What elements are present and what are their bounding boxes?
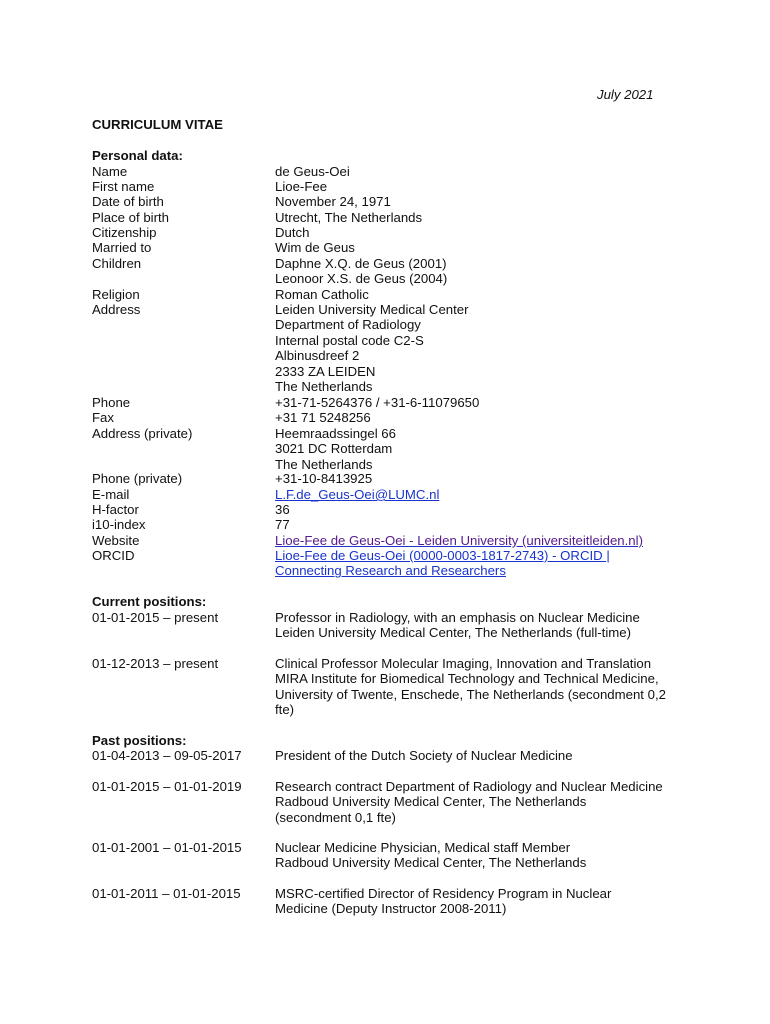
phone-label: Phone <box>92 395 131 410</box>
married-label: Married to <box>92 240 152 255</box>
personal-data-heading: Personal data: <box>92 148 183 163</box>
pob-value: Utrecht, The Netherlands <box>275 210 423 225</box>
position-line: Research contract Department of Radiology and Nuclear Medicine <box>275 779 663 794</box>
position-description <box>275 840 715 871</box>
position-description <box>275 610 715 641</box>
position-line: Medicine (Deputy Instructor 2008-2011) <box>275 901 507 917</box>
religion-value: Roman Catholic <box>275 287 369 302</box>
i10-label: i10-index <box>92 517 146 532</box>
document-title: CURRICULUM VITAE <box>92 117 223 132</box>
phone-private-value: +31-10-8413925 <box>275 471 373 486</box>
citizenship-label: Citizenship <box>92 225 157 240</box>
i10-value: 77 <box>275 517 290 532</box>
position-line: fte) <box>275 702 295 718</box>
address-line: Leiden University Medical Center <box>275 302 469 317</box>
child-entry: Leonoor X.S. de Geus (2004) <box>275 271 448 287</box>
address-private-line: 3021 DC Rotterdam <box>275 441 393 457</box>
orcid-label: ORCID <box>92 548 135 563</box>
website-link[interactable]: Lioe-Fee de Geus-Oei - Leiden University (universiteitleiden.nl) <box>275 533 643 548</box>
position-description <box>275 656 715 718</box>
first-name-label: First name <box>92 179 155 194</box>
first-name-value: Lioe-Fee <box>275 179 328 194</box>
position-period: 01-12-2013 – present <box>92 656 219 671</box>
hfactor-label: H-factor <box>92 502 139 517</box>
citizenship-value: Dutch <box>275 225 310 240</box>
position-line: Radboud University Medical Center, The Netherlands <box>275 794 587 810</box>
document-date: July 2021 <box>597 87 654 102</box>
address-line: 2333 ZA LEIDEN <box>275 363 376 379</box>
address-line: Internal postal code C2-S <box>275 332 424 348</box>
fax-label: Fax <box>92 410 114 425</box>
position-line: MIRA Institute for Biomedical Technology and Technical Medicine, <box>275 671 659 687</box>
name-label: Name <box>92 164 128 179</box>
address-label: Address <box>92 302 141 317</box>
child-entry: Daphne X.Q. de Geus (2001) <box>275 256 447 271</box>
position-line: Leiden University Medical Center, The Netherlands (full-time) <box>275 625 631 641</box>
phone-value: +31-71-5264376 / +31-6-11079650 <box>275 395 480 410</box>
address-line: Department of Radiology <box>275 317 421 333</box>
position-period: 01-01-2011 – 01-01-2015 <box>92 886 241 901</box>
position-line: Radboud University Medical Center, The Netherlands <box>275 855 587 871</box>
children-label: Children <box>92 256 142 271</box>
email-label: E-mail <box>92 487 130 502</box>
address-private-line: Heemraadssingel 66 <box>275 426 396 441</box>
address-private-label: Address (private) <box>92 426 193 441</box>
name-value: de Geus-Oei <box>275 164 350 179</box>
pob-label: Place of birth <box>92 210 169 225</box>
position-period: 01-04-2013 – 09-05-2017 <box>92 748 242 763</box>
position-period: 01-01-2015 – 01-01-2019 <box>92 779 242 794</box>
religion-label: Religion <box>92 287 140 302</box>
address-private-line: The Netherlands <box>275 456 373 472</box>
married-value: Wim de Geus <box>275 240 355 255</box>
email-link[interactable]: L.F.de_Geus-Oei@LUMC.nl <box>275 487 440 502</box>
hfactor-value: 36 <box>275 502 290 517</box>
phone-private-label: Phone (private) <box>92 471 183 486</box>
address-line: Albinusdreef 2 <box>275 348 360 364</box>
orcid-link-cont[interactable]: Connecting Research and Researchers <box>275 563 506 579</box>
dob-value: November 24, 1971 <box>275 194 391 209</box>
past-positions-heading: Past positions: <box>92 733 187 748</box>
position-line: Nuclear Medicine Physician, Medical staff Member <box>275 840 571 855</box>
position-line: MSRC-certified Director of Residency Program in Nuclear <box>275 886 612 901</box>
position-description <box>275 779 715 825</box>
position-description <box>275 886 715 917</box>
position-line: (secondment 0,1 fte) <box>275 809 396 825</box>
orcid-link[interactable]: Lioe-Fee de Geus-Oei (0000-0003-1817-2743) - ORCID | <box>275 548 610 563</box>
fax-value: +31 71 5248256 <box>275 410 371 425</box>
current-positions-heading: Current positions: <box>92 594 207 609</box>
dob-label: Date of birth <box>92 194 164 209</box>
position-description <box>275 748 715 763</box>
position-period: 01-01-2001 – 01-01-2015 <box>92 840 242 855</box>
position-line: University of Twente, Enschede, The Netherlands (secondment 0,2 <box>275 686 666 702</box>
address-line: The Netherlands <box>275 379 373 395</box>
address-block <box>275 302 715 394</box>
website-label: Website <box>92 533 140 548</box>
position-line: Clinical Professor Molecular Imaging, Innovation and Translation <box>275 656 652 671</box>
position-period: 01-01-2015 – present <box>92 610 219 625</box>
address-private-block <box>275 426 715 472</box>
position-line: Professor in Radiology, with an emphasis on Nuclear Medicine <box>275 610 640 625</box>
position-line: President of the Dutch Society of Nuclear Medicine <box>275 748 573 763</box>
